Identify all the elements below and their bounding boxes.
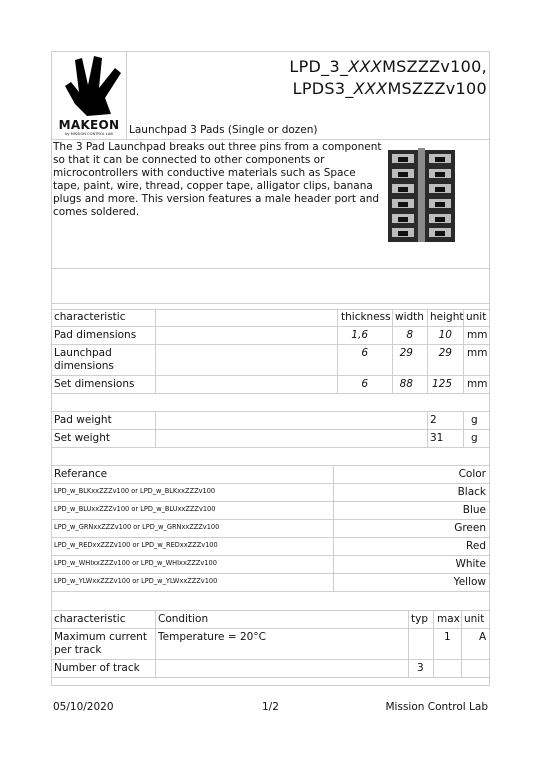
dim-thickness: 1,6 bbox=[351, 329, 368, 341]
title-line1-suffix: MSZZZv100, bbox=[382, 57, 487, 76]
dim-header-height: height bbox=[430, 311, 464, 323]
description-line: so that it can be connected to other components or bbox=[53, 154, 325, 166]
footer-page-number: 1/2 bbox=[262, 701, 279, 713]
ref-color: Blue bbox=[462, 504, 486, 516]
elec-header-max: max bbox=[437, 613, 460, 625]
dim-header-characteristic: characteristic bbox=[54, 311, 126, 323]
elec-header-condition: Condition bbox=[158, 613, 209, 625]
color-header: Color bbox=[458, 468, 486, 480]
dim-thickness: 6 bbox=[361, 378, 368, 390]
ref-color: White bbox=[455, 558, 486, 570]
elec-typ: 3 bbox=[417, 662, 424, 674]
dim-width: 8 bbox=[406, 329, 413, 341]
weight-unit: g bbox=[471, 414, 478, 426]
elec-row-label-cont: per track bbox=[54, 644, 102, 656]
elec-header-unit: unit bbox=[464, 613, 485, 625]
description-line: plugs and more. This version features a male header port and bbox=[53, 193, 380, 205]
product-subtitle: Launchpad 3 Pads (Single or dozen) bbox=[129, 124, 318, 136]
elec-row-label: Maximum current bbox=[54, 631, 147, 643]
dim-height: 29 bbox=[438, 347, 452, 359]
weight-row-label: Set weight bbox=[54, 432, 110, 444]
brand-subtitle: by MISSION CONTROL LAB bbox=[65, 132, 113, 136]
ref-code: LPD_w_GRNxxZZZv100 or LPD_w_GRNxxZZZv100 bbox=[54, 523, 220, 531]
ref-code: LPD_w_REDxxZZZv100 or LPD_w_REDxxZZZv100 bbox=[54, 541, 218, 549]
description-line: tape, paint, wire, thread, copper tape, alligator clips, banana bbox=[53, 180, 373, 192]
weight-value: 31 bbox=[430, 432, 444, 444]
ref-color: Yellow bbox=[453, 576, 486, 588]
ref-code: LPD_w_BLUxxZZZv100 or LPD_w_BLUxxZZZv100 bbox=[54, 505, 216, 513]
title-line1-variant: XXX bbox=[348, 57, 383, 76]
title-line2-prefix: LPDS3_ bbox=[292, 79, 354, 98]
footer-date: 05/10/2020 bbox=[53, 701, 114, 713]
ref-code: LPD_w_YLWxxZZZv100 or LPD_w_YLWxxZZZv100 bbox=[54, 577, 218, 585]
dim-unit: mm bbox=[467, 378, 488, 390]
description-line: The 3 Pad Launchpad breaks out three pins from a component bbox=[53, 141, 382, 153]
ref-color: Black bbox=[457, 486, 486, 498]
dim-row-label: Launchpad bbox=[54, 347, 112, 359]
hand-icon bbox=[53, 52, 125, 122]
product-title bbox=[254, 56, 487, 100]
weight-row-label: Pad weight bbox=[54, 414, 112, 426]
makeon-logo bbox=[53, 52, 125, 138]
footer-company: Mission Control Lab bbox=[385, 701, 488, 713]
ref-color: Red bbox=[466, 540, 486, 552]
ref-code: LPD_w_BLKxxZZZv100 or LPD_w_BLKxxZZZv100 bbox=[54, 487, 216, 495]
dim-row-label-cont: dimensions bbox=[54, 360, 114, 372]
elec-row-label: Number of track bbox=[54, 662, 140, 674]
elec-header-typ: typ bbox=[411, 613, 428, 625]
dim-header-width: width bbox=[395, 311, 424, 323]
elec-condition: Temperature = 20°C bbox=[158, 631, 266, 643]
dim-width: 88 bbox=[399, 378, 413, 390]
title-line2-variant: XXX bbox=[353, 79, 388, 98]
description-line: microcontrollers with conductive materials such as Space bbox=[53, 167, 356, 179]
dim-header-unit: unit bbox=[466, 311, 487, 323]
dim-row-label: Set dimensions bbox=[54, 378, 135, 390]
elec-unit: A bbox=[479, 631, 487, 643]
ref-header: Referance bbox=[54, 468, 108, 480]
ref-code: LPD_w_WHIxxZZZv100 or LPD_w_WHIxxZZZv100 bbox=[54, 559, 217, 567]
weight-unit: g bbox=[471, 432, 478, 444]
product-photo bbox=[385, 146, 457, 244]
weight-value: 2 bbox=[430, 414, 437, 426]
dim-header-thickness: thickness bbox=[341, 311, 391, 323]
dim-height: 125 bbox=[431, 378, 452, 390]
dim-thickness: 6 bbox=[361, 347, 368, 359]
ref-color: Green bbox=[454, 522, 486, 534]
dim-row-label: Pad dimensions bbox=[54, 329, 137, 341]
brand-name: MAKEON bbox=[58, 118, 120, 132]
dim-unit: mm bbox=[467, 347, 488, 359]
dim-height: 10 bbox=[438, 329, 452, 341]
elec-max: 1 bbox=[444, 631, 451, 643]
elec-header-characteristic: characteristic bbox=[54, 613, 126, 625]
title-line1-prefix: LPD_3_ bbox=[289, 57, 349, 76]
dim-width: 29 bbox=[399, 347, 413, 359]
description-line: comes soldered. bbox=[53, 206, 140, 218]
dim-unit: mm bbox=[467, 329, 488, 341]
title-line2-suffix: MSZZZv100 bbox=[387, 79, 487, 98]
